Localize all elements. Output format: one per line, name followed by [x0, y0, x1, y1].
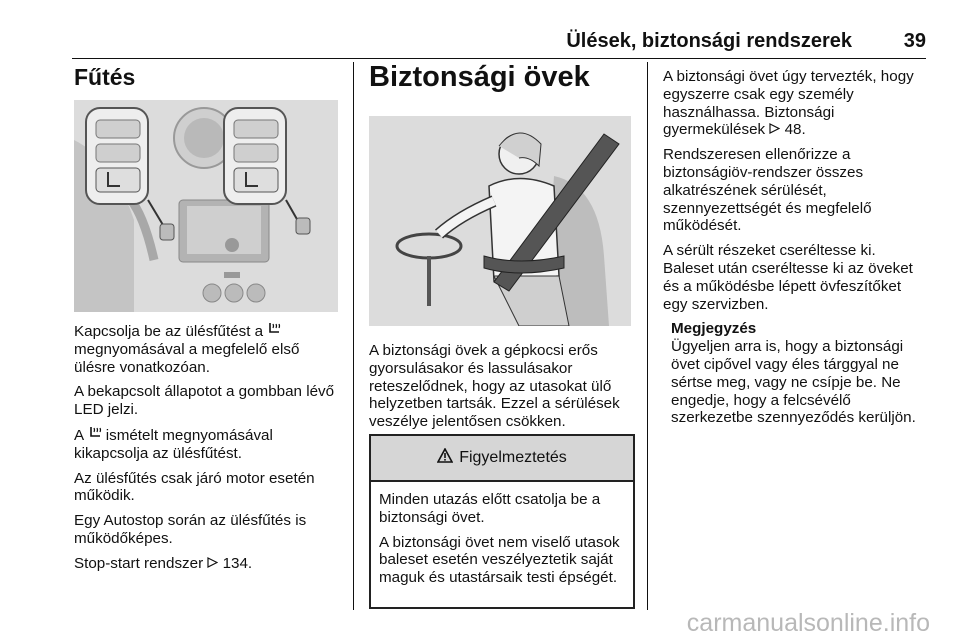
heating-paragraph-6: Stop-start rendszer 134. [74, 554, 253, 572]
note-body: Ügyeljen arra is, hogy a biztonsági övet cipővel vagy éles tárggyal ne sértse meg, vagy ne csípje be. Ne engedje, hogy a felcsévélő szerkezetbe szennyeződés kerüljön. [671, 338, 916, 427]
section-heading-heating: Fűtés [74, 64, 136, 90]
warning-paragraph-2: A biztonsági övet nem viselő utasok baleset esetén veszélyeztetik saját maguk és utastársaik testi épségét. [379, 533, 620, 587]
warning-box [369, 434, 635, 609]
note-title: Megjegyzés [671, 320, 757, 338]
right-paragraph-3: A sérült részeket cseréltesse ki. Baleset után cseréltesse ki az öveket és a működésbe lépett övfeszítőket egy szervizben. [663, 242, 913, 313]
warning-title: Figyelmeztetés [459, 449, 567, 466]
heating-paragraph-5: Egy Autostop során az ülésfűtés is működőképes. [74, 512, 307, 547]
seat-belt-paragraph-1: A biztonsági övek a gépkocsi erős gyorsulásakor és lassulásakor reteszelődnek, hogy az utasokat ülő helyzetben tartsák. Ezzel a sérülések veszélye jelentősen csökken. [369, 342, 620, 431]
page-reference-icon [207, 555, 218, 573]
heating-paragraph-1: Kapcsolja be az ülésfűtést a megnyomásával a megfelelő első ülésre vonatkozóan. [74, 323, 300, 376]
seat-heating-icon [88, 426, 102, 445]
seat-belt-figure [369, 116, 631, 326]
warning-header [371, 436, 633, 482]
heating-paragraph-4: Az ülésfűtés csak járó motor esetén működik. [74, 469, 315, 505]
note-block [671, 320, 927, 427]
heating-paragraph-3: A ismételt megnyomásával kikapcsolja az ülésfűtést. [74, 426, 273, 462]
warning-triangle-icon [437, 448, 453, 468]
page-reference-icon [769, 121, 780, 139]
section-heading-seat-belts: Biztonsági övek [369, 61, 590, 93]
right-paragraph-1: A biztonsági övet úgy tervezték, hogy egyszerre csak egy személy használhassa. Biztonsági gyermekülések 48. [663, 68, 914, 139]
seat-heating-icon [267, 322, 281, 341]
watermark: carmanualsonline.info [686, 609, 930, 637]
right-paragraph-2: Rendszeresen ellenőrizze a biztonságiöv-rendszer összes alkatrészének sérülését, szennyezettségét és megfelelő működését. [663, 146, 872, 235]
heating-paragraph-2: A bekapcsolt állapotot a gombban lévő LED jelzi. [74, 383, 335, 419]
warning-paragraph-1: Minden utazás előtt csatolja be a biztonsági övet. [379, 491, 601, 526]
column-divider-2 [647, 62, 648, 610]
page-number: 39 [903, 30, 926, 52]
header-rule [72, 58, 926, 59]
column-divider-1 [353, 62, 354, 610]
seat-heating-figure [74, 100, 338, 312]
page-header-title: Ülések, biztonsági rendszerek [566, 30, 852, 52]
